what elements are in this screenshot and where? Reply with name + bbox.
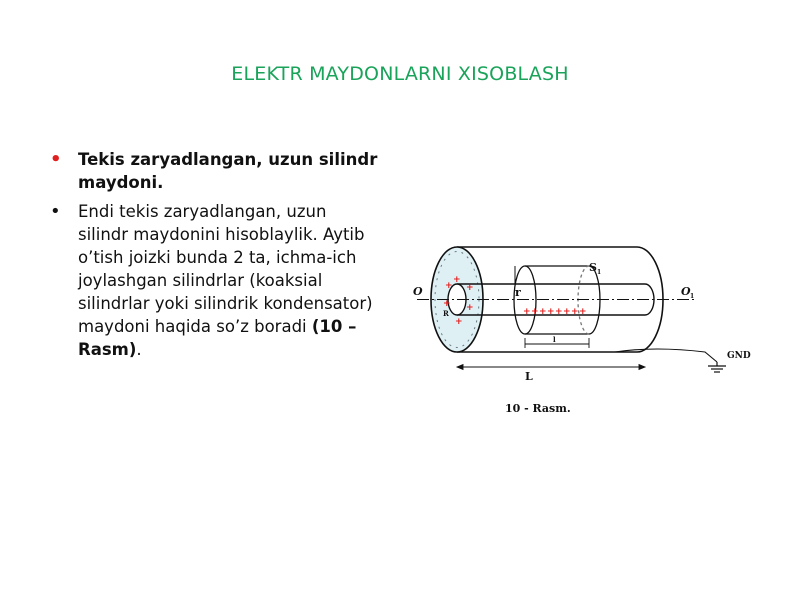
plus-sign: + (563, 307, 571, 317)
plus-sign: + (571, 307, 579, 317)
plus-sign: + (453, 275, 461, 285)
plus-sign: + (443, 299, 451, 309)
cylinder-length-dimension (457, 365, 645, 370)
plus-sign: + (445, 281, 453, 291)
plus-sign: + (455, 317, 463, 327)
figure-reference: (10 – Rasm) (78, 317, 357, 359)
plus-sign: + (555, 307, 563, 317)
plus-sign: + (523, 307, 531, 317)
plus-sign: + (547, 307, 555, 317)
radius-label: r (515, 286, 521, 299)
plus-sign: + (579, 307, 587, 317)
bullet-list (50, 148, 380, 367)
bullet-dot: • (50, 149, 62, 170)
gaussian-length-label: l (553, 335, 556, 344)
slide-title: ELEKTR MAYDONLARNI XISOBLASH (231, 63, 569, 85)
ground-label: GND (727, 351, 751, 361)
plus-sign: + (466, 303, 474, 313)
gaussian-length-dimension (525, 338, 589, 348)
axis-end-label: O (681, 285, 691, 298)
cylinder-length-label: L (525, 370, 533, 383)
inner-radius-label: R (443, 309, 449, 318)
plus-sign: + (539, 307, 547, 317)
ground-wire (615, 349, 717, 362)
ground-symbol (708, 362, 726, 372)
bullet-item (50, 148, 380, 194)
plus-sign: + (531, 307, 539, 317)
surface-label: S (589, 261, 597, 274)
bullet-tail: . (136, 340, 142, 359)
bullet-item (50, 200, 380, 361)
bullet-text: Tekis zaryadlangan, uzun silindr maydoni. (78, 150, 378, 192)
bullet-dot: • (50, 201, 61, 222)
bullet-text: Endi tekis zaryadlangan, uzun silindr maydonini hisoblaylik. Aytib o’tish joizki bunda 2 ta, ichma-ich joylashgan silindrlar (koaksial silindrlar yoki silindrik kondensator) maydoni haqida so’z boradi (78, 202, 373, 336)
axis-end-subscript: 1 (690, 293, 695, 300)
figure-caption: 10 - Rasm. (505, 402, 571, 415)
surface-subscript: 1 (597, 269, 602, 276)
axis-start-label: O (413, 285, 423, 298)
plus-sign: + (466, 283, 474, 293)
coaxial-cylinder-diagram (405, 240, 765, 420)
